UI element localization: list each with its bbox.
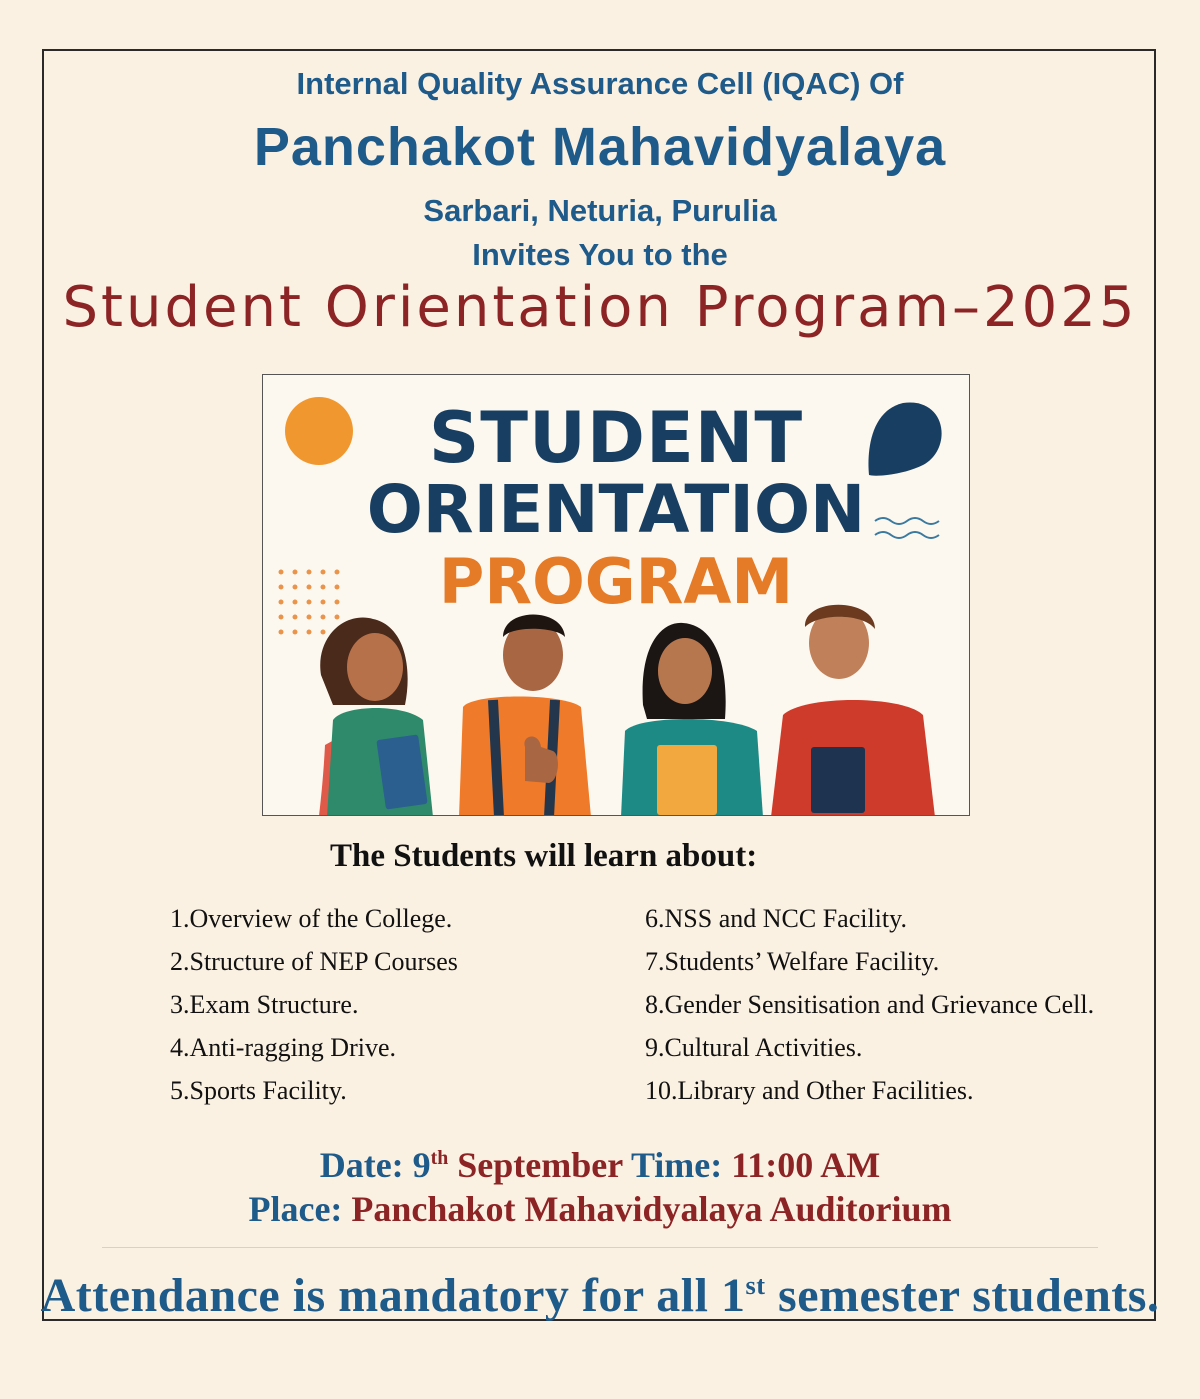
hero-word-orientation: ORIENTATION [366, 471, 866, 548]
topic-item: 3.Exam Structure. [170, 990, 359, 1019]
topic-item: 9.Cultural Activities. [645, 1033, 863, 1062]
time-value: 11:00 AM [731, 1145, 881, 1185]
hero-word-student: STUDENT [428, 397, 804, 479]
topic-item: 10.Library and Other Facilities. [645, 1076, 974, 1105]
hero-illustration [262, 374, 970, 816]
student-figure-4 [771, 605, 935, 816]
hero-word-program: PROGRAM [438, 545, 794, 618]
topic-item: 2.Structure of NEP Courses [170, 947, 458, 976]
college-location: Sarbari, Neturia, Purulia [423, 193, 777, 228]
student-figure-1 [319, 618, 433, 816]
attendance-text-2: semester students. [765, 1269, 1160, 1322]
attendance-text-1: Attendance is mandatory for all 1 [40, 1269, 746, 1322]
college-name: Panchakot Mahavidyalaya [253, 117, 947, 177]
place-label: Place: [248, 1189, 343, 1229]
topic-item: 4.Anti-ragging Drive. [170, 1033, 397, 1062]
place-value: Panchakot Mahavidyalaya Auditorium [351, 1189, 952, 1229]
student-figure-2 [459, 615, 591, 817]
date-label: Date: [319, 1145, 404, 1185]
learn-heading: The Students will learn about: [330, 838, 758, 874]
attendance-notice [0, 1268, 1200, 1323]
topic-item: 6.NSS and NCC Facility. [645, 904, 907, 933]
date-day: 9 [412, 1145, 431, 1185]
date-suffix: th [430, 1147, 449, 1169]
date-time-line [0, 1144, 1200, 1186]
divider [102, 1247, 1098, 1248]
invite-text: Invites You to the [472, 237, 728, 272]
iqac-heading: Internal Quality Assurance Cell (IQAC) Of [296, 66, 904, 101]
attendance-ordinal: st [745, 1270, 766, 1300]
time-label: Time: [630, 1145, 723, 1185]
topic-item: 7.Students’ Welfare Facility. [645, 947, 940, 976]
place-line [0, 1188, 1200, 1230]
date-month: September [457, 1145, 623, 1185]
topics-right-list [645, 897, 1094, 1112]
topic-item: 1.Overview of the College. [170, 904, 453, 933]
topic-item: 8.Gender Sensitisation and Grievance Cell. [645, 990, 1095, 1019]
topics-left-list [170, 897, 458, 1112]
topic-item: 5.Sports Facility. [170, 1076, 347, 1105]
event-title: Student Orientation Program–2025 [62, 275, 1138, 340]
student-figure-3 [621, 623, 763, 816]
